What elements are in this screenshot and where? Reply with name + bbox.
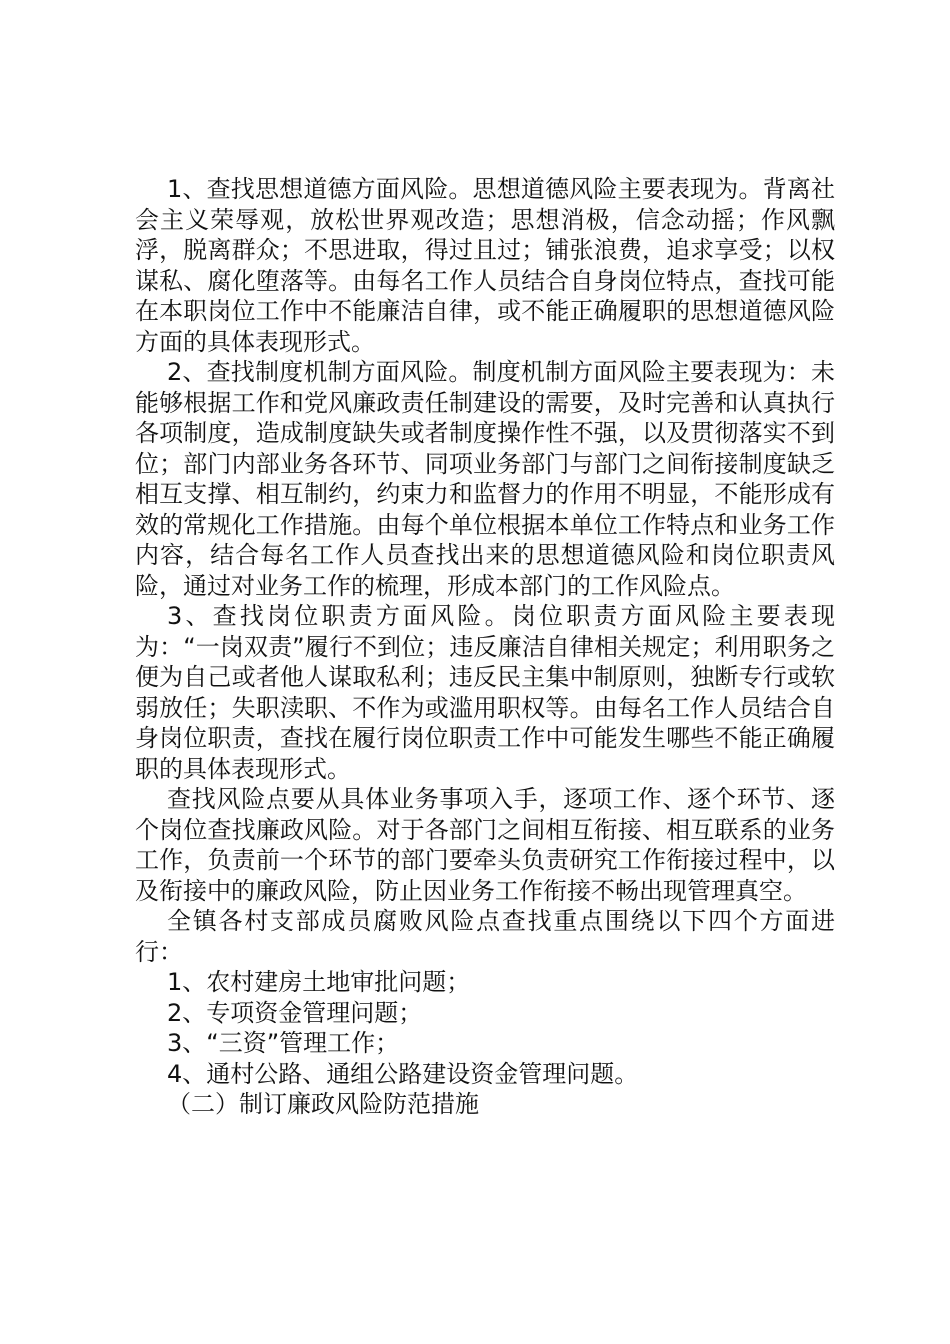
paragraph-post-duty-risk: 3、查找岗位职责方面风险。岗位职责方面风险主要表现为：“一岗双责”履行不到位；违反廉洁自律相关规定；利用职务之便为自己或者他人谋取私利；违反民主集中制原则，独断专行或软弱放任；失职渎职、不作为或滥用职权等。由每名工作人员结合自身岗位职责，查找在履行岗位职责工作中可能发生哪些不能正确履职的具体表现形式。 — [135, 602, 835, 783]
paragraph-risk-search-method: 查找风险点要从具体业务事项入手，逐项工作、逐个环节、逐个岗位查找廉政风险。对于各部门之间相互衔接、相互联系的业务工作，负责前一个环节的部门要牵头负责研究工作衔接过程中，以及衔接中的廉政风险，防止因业务工作衔接不畅出现管理真空。 — [135, 785, 835, 905]
section-heading-prevention-measures: （二）制订廉政风险防范措施 — [167, 1090, 479, 1118]
list-item-special-funds: 2、专项资金管理问题； — [167, 998, 423, 1027]
paragraph-ideology-risk: 1、查找思想道德方面风险。思想道德风险主要表现为。背离社会主义荣辱观，放松世界观改造；思想消极，信念动摇；作风飘浮，脱离群众；不思进取，得过且过；铺张浪费，追求享受；以权谋私、腐化堕落等。由每名工作人员结合自身岗位特点，查找可能在本职岗位工作中不能廉洁自律，或不能正确履职的思想道德风险方面的具体表现形式。 — [135, 175, 835, 356]
list-item-land-approval: 1、农村建房土地审批问题； — [167, 968, 471, 996]
list-item-three-assets: 3、“三资”管理工作； — [167, 1029, 400, 1057]
document-body — [135, 174, 835, 1120]
paragraph-village-focus-intro: 全镇各村支部成员腐败风险点查找重点围绕以下四个方面进行： — [135, 907, 835, 966]
paragraph-institution-risk: 2、查找制度机制方面风险。制度机制方面风险主要表现为：未能够根据工作和党风廉政责任制建设的需要，及时完善和认真执行各项制度，造成制度缺失或者制度操作性不强，以及贯彻落实不到位；部门内部业务各环节、同项业务部门与部门之间衔接制度缺乏相互支撑、相互制约，约束力和监督力的作用不明显，不能形成有效的常规化工作措施。由每个单位根据本单位工作特点和业务工作内容，结合每名工作人员查找出来的思想道德风险和岗位职责风险，通过对业务工作的梳理，形成本部门的工作风险点。 — [135, 358, 835, 600]
list-item-road-funds: 4、通村公路、通组公路建设资金管理问题。 — [167, 1059, 639, 1088]
